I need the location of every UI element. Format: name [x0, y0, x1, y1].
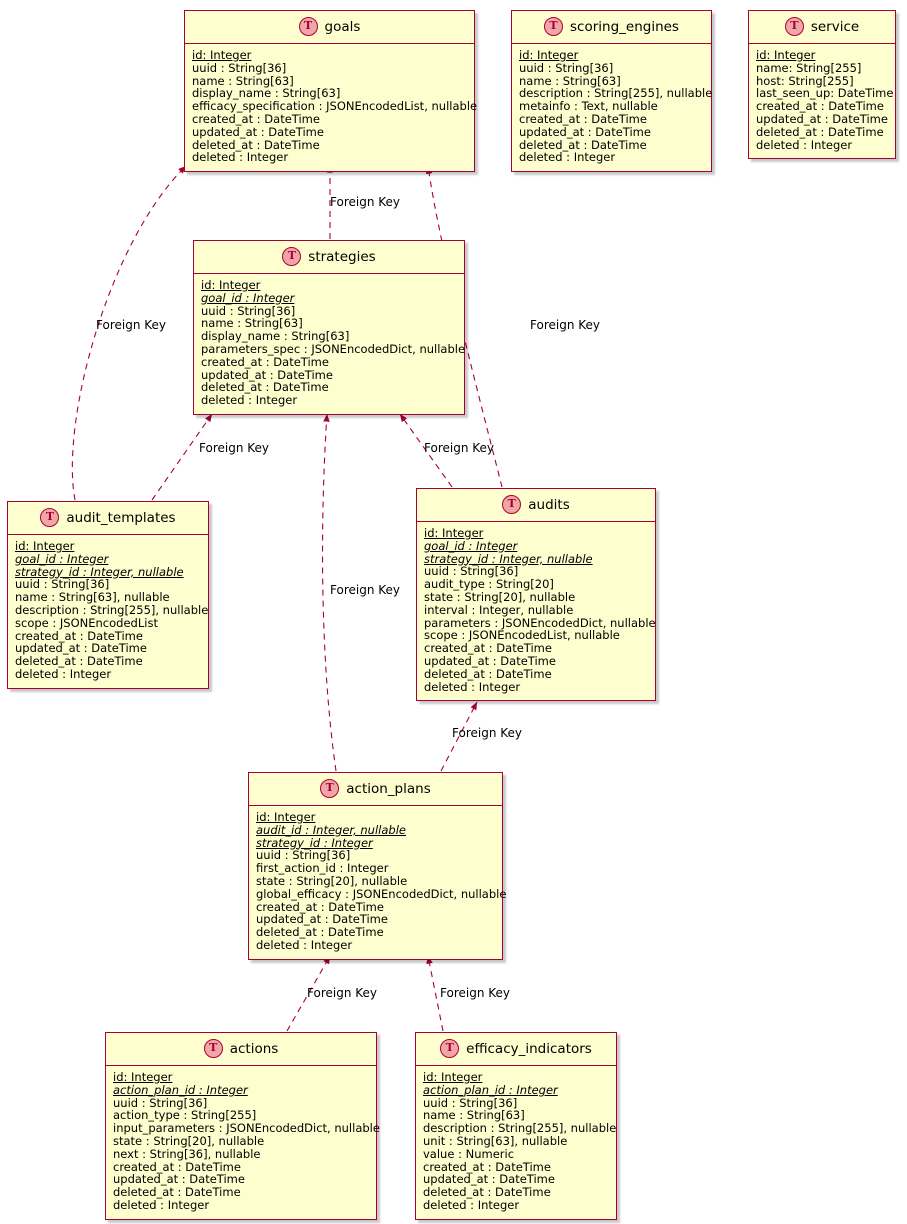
entity-title-efficacy_indicators: efficacy_indicators — [466, 1040, 592, 1057]
field-row: deleted : Integer — [424, 679, 521, 694]
edge-audit_templates-goals — [72, 166, 186, 500]
entity-audit_templates[interactable] — [7, 501, 209, 689]
table-icon: T — [502, 495, 521, 514]
field-row: deleted : Integer — [15, 666, 112, 681]
field-row: updated_at : DateTime — [113, 1172, 245, 1187]
field-row: id: Integer — [423, 1070, 483, 1084]
entity-title-audit_templates: audit_templates — [66, 509, 176, 526]
entity-title-strategies: strategies — [308, 248, 376, 265]
field-row: id: Integer — [256, 810, 316, 824]
field-row: deleted_at : DateTime — [15, 654, 143, 669]
edge-label-audits-strategies: Foreign Key — [424, 441, 494, 455]
field-row: deleted_at : DateTime — [519, 137, 647, 152]
field-row: description : String[255], nullable — [423, 1121, 617, 1136]
entity-header-action_plans — [249, 773, 502, 806]
entity-goals[interactable] — [184, 10, 478, 172]
field-row: action_plan_id : Integer — [423, 1082, 558, 1097]
field-row: goal_id : Integer — [424, 538, 518, 553]
field-list-efficacy_indicators — [416, 1066, 616, 1219]
field-list-actions — [106, 1066, 380, 1219]
field-list-audit_templates — [8, 535, 208, 688]
field-list-service — [749, 44, 895, 158]
field-row: strategy_id : Integer, nullable — [15, 564, 184, 579]
field-row: parameters : JSONEncodedDict, nullable — [424, 615, 656, 630]
field-row: strategy_id : Integer, nullable — [424, 551, 593, 566]
field-row: deleted : Integer — [519, 150, 616, 165]
field-row: created_at : DateTime — [192, 111, 320, 126]
field-row: uuid : String[36] — [201, 303, 296, 318]
entity-actions[interactable] — [105, 1032, 380, 1220]
edge-label-audits-goals: Foreign Key — [530, 318, 600, 332]
field-row: created_at : DateTime — [424, 641, 552, 656]
field-row: next : String[36], nullable — [113, 1146, 261, 1161]
entity-audits[interactable] — [416, 488, 656, 701]
field-row: efficacy_specification : JSONEncodedList, nullable — [192, 99, 478, 114]
table-icon: T — [785, 17, 804, 36]
field-list-strategies — [194, 274, 464, 414]
field-row: state : String[20], nullable — [256, 873, 408, 888]
entity-title-service: service — [810, 18, 860, 35]
field-row: goal_id : Integer — [201, 290, 295, 305]
entity-scoring_engines[interactable] — [511, 10, 712, 172]
field-row: deleted_at : DateTime — [201, 380, 329, 395]
field-row: uuid : String[36] — [519, 60, 614, 75]
field-row: scope : JSONEncodedList — [15, 615, 158, 630]
field-list-scoring_engines — [512, 44, 711, 171]
field-row: display_name : String[63] — [201, 329, 350, 344]
edge-audit_templates-strategies — [152, 414, 212, 500]
table-icon: T — [40, 508, 59, 527]
field-row: uuid : String[36] — [423, 1095, 518, 1110]
field-row: created_at : DateTime — [113, 1159, 241, 1174]
field-row: updated_at : DateTime — [424, 653, 556, 668]
field-list-action_plans — [249, 806, 507, 959]
field-row: description : String[255], nullable — [15, 602, 209, 617]
field-row: id: Integer — [15, 539, 75, 553]
field-row: uuid : String[36] — [113, 1095, 208, 1110]
field-row: created_at : DateTime — [756, 99, 884, 114]
field-row: id: Integer — [756, 48, 816, 62]
field-row: action_type : String[255] — [113, 1108, 257, 1123]
entity-header-goals — [185, 11, 474, 44]
field-row: parameters_spec : JSONEncodedDict, nullable — [201, 341, 466, 356]
field-row: created_at : DateTime — [256, 899, 384, 914]
entity-strategies[interactable] — [193, 240, 465, 415]
field-row: name : String[63], nullable — [15, 590, 170, 605]
edge-label-strategies-goals: Foreign Key — [330, 195, 400, 209]
edge-label-audit_templates-strategies: Foreign Key — [199, 441, 269, 455]
field-row: strategy_id : Integer — [256, 835, 373, 850]
entity-header-audit_templates — [8, 502, 208, 535]
field-row: value : Numeric — [423, 1146, 515, 1161]
field-row: updated_at : DateTime — [423, 1172, 555, 1187]
field-row: state : String[20], nullable — [424, 589, 576, 604]
field-row: scope : JSONEncodedList, nullable — [424, 628, 620, 643]
edge-label-action_plans-strategies: Foreign Key — [330, 583, 400, 597]
field-row: id: Integer — [424, 526, 484, 540]
entity-title-audits: audits — [528, 496, 570, 513]
field-row: deleted_at : DateTime — [113, 1185, 241, 1200]
field-row: audit_id : Integer, nullable — [256, 822, 406, 837]
field-row: created_at : DateTime — [423, 1159, 551, 1174]
edge-label-audit_templates-goals: Foreign Key — [96, 318, 166, 332]
field-row: first_action_id : Integer — [256, 861, 389, 876]
field-row: state : String[20], nullable — [113, 1133, 265, 1148]
field-row: description : String[255], nullable — [519, 86, 713, 101]
field-row: metainfo : Text, nullable — [519, 99, 658, 114]
entity-title-scoring_engines: scoring_engines — [570, 18, 679, 35]
field-row: deleted_at : DateTime — [192, 137, 320, 152]
field-row: id: Integer — [201, 278, 261, 292]
entity-header-service — [749, 11, 895, 44]
field-row: name : String[63] — [519, 73, 621, 88]
field-row: created_at : DateTime — [519, 111, 647, 126]
field-row: interval : Integer, nullable — [424, 602, 574, 617]
entity-service[interactable] — [748, 10, 896, 159]
field-row: uuid : String[36] — [192, 60, 287, 75]
field-row: deleted : Integer — [756, 137, 853, 152]
entity-title-action_plans: action_plans — [346, 780, 431, 797]
field-row: uuid : String[36] — [256, 848, 351, 863]
edge-label-actions-action_plans: Foreign Key — [307, 986, 377, 1000]
field-row: deleted_at : DateTime — [256, 925, 384, 940]
field-row: global_efficacy : JSONEncodedDict, nullable — [256, 886, 507, 901]
entity-header-strategies — [194, 241, 464, 274]
field-row: goal_id : Integer — [15, 551, 109, 566]
edge-label-action_plans-audits: Foreign Key — [452, 726, 522, 740]
field-row: input_parameters : JSONEncodedDict, nullable — [113, 1121, 380, 1136]
field-row: id: Integer — [192, 48, 252, 62]
table-icon: T — [440, 1039, 459, 1058]
entity-action_plans[interactable] — [248, 772, 507, 960]
field-row: created_at : DateTime — [15, 628, 143, 643]
field-row: deleted : Integer — [113, 1197, 210, 1212]
table-icon: T — [204, 1039, 223, 1058]
field-row: uuid : String[36] — [15, 577, 110, 592]
field-row: action_plan_id : Integer — [113, 1082, 248, 1097]
field-row: display_name : String[63] — [192, 86, 341, 101]
field-row: deleted_at : DateTime — [756, 124, 884, 139]
field-row: deleted_at : DateTime — [424, 666, 552, 681]
field-row: deleted : Integer — [256, 937, 353, 952]
field-row: audit_type : String[20] — [424, 577, 554, 592]
field-row: last_seen_up: DateTime — [756, 86, 894, 101]
field-row: id: Integer — [113, 1070, 173, 1084]
field-row: created_at : DateTime — [201, 354, 329, 369]
field-row: deleted_at : DateTime — [423, 1185, 551, 1200]
field-row: updated_at : DateTime — [201, 367, 333, 382]
field-row: deleted : Integer — [201, 393, 298, 408]
entity-efficacy_indicators[interactable] — [415, 1032, 617, 1220]
field-row: name : String[63] — [192, 73, 294, 88]
field-row: name: String[255] — [756, 60, 862, 75]
field-list-audits — [417, 522, 655, 700]
table-icon: T — [320, 779, 339, 798]
field-row: updated_at : DateTime — [192, 124, 324, 139]
edge-label-efficacy_indicators-action_plans: Foreign Key — [440, 986, 510, 1000]
entity-title-goals: goals — [324, 18, 361, 35]
table-icon: T — [299, 17, 318, 36]
field-row: unit : String[63], nullable — [423, 1133, 568, 1148]
field-row: updated_at : DateTime — [519, 124, 651, 139]
field-row: name : String[63] — [201, 316, 303, 331]
field-row: host: String[255] — [756, 73, 854, 88]
field-row: deleted : Integer — [423, 1197, 520, 1212]
field-row: updated_at : DateTime — [756, 111, 888, 126]
entity-header-scoring_engines — [512, 11, 711, 44]
table-icon: T — [282, 247, 301, 266]
field-row: updated_at : DateTime — [15, 641, 147, 656]
entity-header-actions — [106, 1033, 376, 1066]
entity-title-actions: actions — [229, 1040, 279, 1057]
entity-header-efficacy_indicators — [416, 1033, 616, 1066]
entity-header-audits — [417, 489, 655, 522]
field-row: deleted : Integer — [192, 150, 289, 165]
field-row: updated_at : DateTime — [256, 912, 388, 927]
field-list-goals — [185, 44, 478, 171]
field-row: uuid : String[36] — [424, 564, 519, 579]
field-row: id: Integer — [519, 48, 579, 62]
field-row: name : String[63] — [423, 1108, 525, 1123]
table-icon: T — [544, 17, 563, 36]
